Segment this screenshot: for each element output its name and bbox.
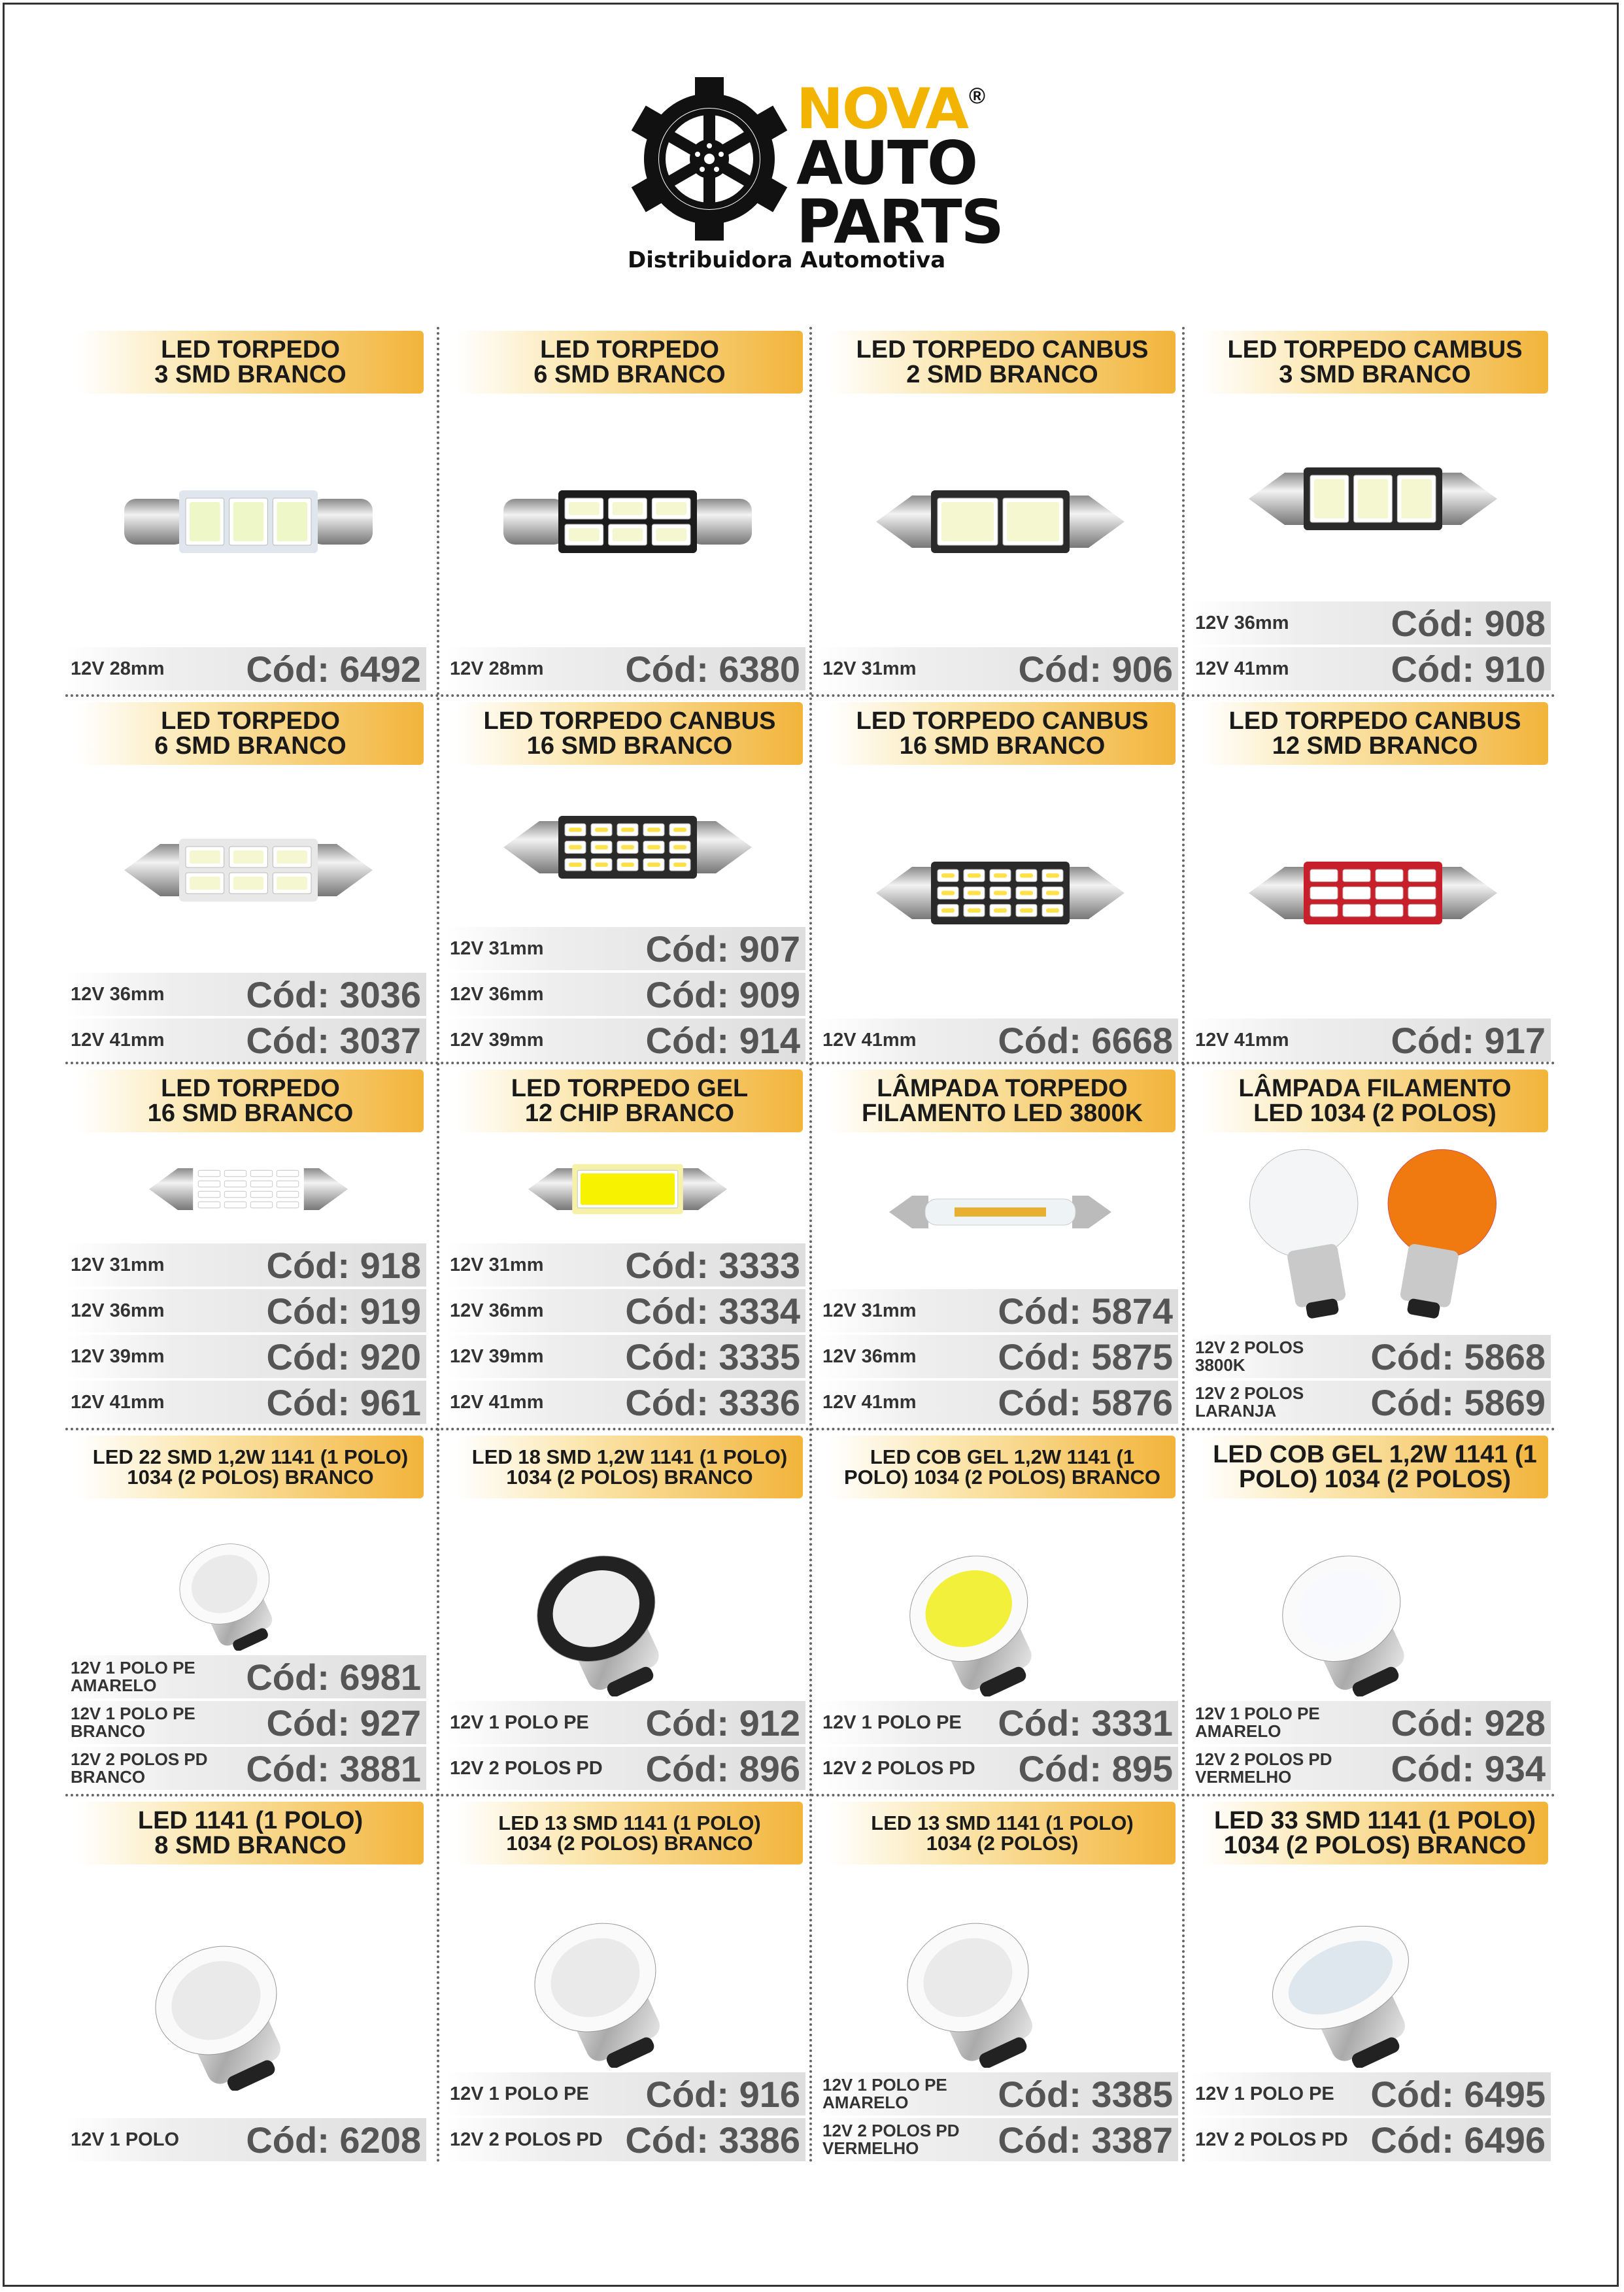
code-row bbox=[817, 1381, 1178, 1424]
brand-word-parts: PARTS bbox=[796, 187, 1003, 257]
product-spec: 12V 2 POLOS 3800K bbox=[1195, 1337, 1304, 1375]
code-row bbox=[445, 1335, 805, 1378]
product-code: Cód: 3335 bbox=[625, 1336, 800, 1377]
product-code: Cód: 6496 bbox=[1370, 2119, 1546, 2161]
ba15s-18smd-bulb-image bbox=[471, 1504, 785, 1698]
product-code: Cód: 3334 bbox=[625, 1290, 800, 1332]
product-spec: 12V 41mm bbox=[450, 1391, 544, 1413]
product-card bbox=[1190, 1432, 1563, 1793]
product-code: Cód: 3331 bbox=[998, 1702, 1173, 1744]
product-spec: 12V 2 POLOS PD bbox=[822, 1757, 975, 1779]
product-code: Cód: 6380 bbox=[625, 648, 800, 690]
code-row bbox=[65, 2118, 426, 2161]
product-code: Cód: 920 bbox=[266, 1336, 421, 1377]
code-row bbox=[1190, 2118, 1551, 2161]
product-code: Cód: 927 bbox=[266, 1702, 421, 1744]
product-spec: 12V 2 POLOS PD VERMELHO bbox=[822, 2120, 960, 2158]
filament-1034-bulbs-image bbox=[1216, 1138, 1530, 1332]
product-card bbox=[445, 327, 817, 693]
brand-logo bbox=[628, 76, 1003, 273]
code-row bbox=[1190, 1335, 1551, 1378]
product-code: Cód: 908 bbox=[1391, 602, 1546, 644]
product-code: Cód: 6495 bbox=[1370, 2073, 1546, 2115]
code-row bbox=[445, 1381, 805, 1424]
code-row bbox=[65, 1019, 426, 1062]
code-row bbox=[817, 1289, 1178, 1332]
ba15s-33smd-lens-bulb-image bbox=[1216, 1870, 1530, 2069]
product-code: Cód: 3036 bbox=[246, 973, 421, 1015]
product-title: LED TORPEDO 6 SMD BRANCO bbox=[456, 331, 803, 394]
code-row bbox=[1190, 1701, 1551, 1744]
code-row bbox=[65, 1747, 426, 1790]
product-card bbox=[817, 698, 1190, 1064]
product-code: Cód: 6668 bbox=[998, 1019, 1173, 1061]
product-card bbox=[1190, 327, 1563, 693]
product-spec: 12V 36mm bbox=[450, 1300, 544, 1321]
code-row bbox=[445, 1701, 805, 1744]
code-row bbox=[445, 1747, 805, 1790]
product-spec: 12V 1 POLO PE bbox=[450, 1711, 589, 1733]
product-title: LED TORPEDO 16 SMD BRANCO bbox=[77, 1070, 424, 1132]
product-title: LED 13 SMD 1141 (1 POLO) 1034 (2 POLOS) BRANCO bbox=[456, 1802, 803, 1864]
product-spec: 12V 41mm bbox=[1195, 1029, 1289, 1051]
product-card bbox=[445, 1066, 817, 1426]
festoon-gel-cob-bulb-image bbox=[471, 1138, 785, 1240]
code-row bbox=[1190, 1019, 1551, 1062]
product-code: Cód: 3333 bbox=[625, 1244, 800, 1286]
product-code: Cód: 918 bbox=[266, 1244, 421, 1286]
product-title: LÂMPADA TORPEDO FILAMENTO LED 3800K bbox=[829, 1070, 1176, 1132]
product-spec: 12V 2 POLOS PD bbox=[1195, 2129, 1348, 2150]
code-row bbox=[1190, 601, 1551, 645]
code-row bbox=[445, 927, 805, 970]
product-spec: 12V 1 POLO PE AMARELO bbox=[1195, 1703, 1320, 1741]
product-spec: 12V 41mm bbox=[1195, 658, 1289, 679]
code-row bbox=[65, 1381, 426, 1424]
festoon-16smd-bulb-image bbox=[92, 1138, 405, 1240]
code-row bbox=[65, 1701, 426, 1744]
product-card bbox=[1190, 1798, 1563, 2164]
code-row bbox=[445, 973, 805, 1016]
brand-word-auto: AUTO bbox=[796, 128, 977, 198]
product-spec: 12V 41mm bbox=[71, 1029, 165, 1051]
product-title: LED 33 SMD 1141 (1 POLO) 1034 (2 POLOS) BRANCO bbox=[1202, 1802, 1548, 1864]
product-title: LED TORPEDO 3 SMD BRANCO bbox=[77, 331, 424, 394]
product-code: Cód: 907 bbox=[645, 928, 800, 969]
ba15s-22smd-bulb-image bbox=[92, 1504, 405, 1652]
product-card bbox=[65, 1798, 438, 2164]
registered-mark: ® bbox=[969, 84, 986, 109]
product-spec: 12V 2 POLOS PD bbox=[450, 1757, 603, 1779]
product-code: Cód: 916 bbox=[645, 2073, 800, 2115]
product-spec: 12V 28mm bbox=[71, 658, 165, 679]
product-spec: 12V 2 POLOS PD VERMELHO bbox=[1195, 1749, 1332, 1787]
product-spec: 12V 31mm bbox=[450, 937, 544, 959]
product-code: Cód: 906 bbox=[1018, 648, 1173, 690]
product-title: LED TORPEDO CANBUS 16 SMD BRANCO bbox=[456, 702, 803, 765]
product-spec: 12V 39mm bbox=[71, 1345, 165, 1367]
festoon-canbus-2smd-bulb-image bbox=[843, 399, 1157, 644]
product-card bbox=[1190, 1066, 1563, 1426]
product-title: LED 13 SMD 1141 (1 POLO) 1034 (2 POLOS) bbox=[829, 1802, 1176, 1864]
gear-wheel-icon bbox=[628, 77, 791, 241]
code-row bbox=[445, 1243, 805, 1287]
product-code: Cód: 5869 bbox=[1370, 1381, 1546, 1423]
product-title: LED 18 SMD 1,2W 1141 (1 POLO) 1034 (2 POLOS) BRANCO bbox=[456, 1436, 803, 1498]
ba15s-cob-yellow-bulb-image bbox=[843, 1504, 1157, 1698]
product-title: LED 22 SMD 1,2W 1141 (1 POLO) 1034 (2 POLOS) BRANCO bbox=[77, 1436, 424, 1498]
code-row bbox=[817, 2072, 1178, 2115]
code-row bbox=[817, 1335, 1178, 1378]
product-code: Cód: 928 bbox=[1391, 1702, 1546, 1744]
product-spec: 12V 41mm bbox=[71, 1391, 165, 1413]
product-code: Cód: 5875 bbox=[998, 1336, 1173, 1377]
product-card bbox=[445, 1432, 817, 1793]
product-title: LED COB GEL 1,2W 1141 (1 POLO) 1034 (2 POLOS) BRANCO bbox=[829, 1436, 1176, 1498]
product-spec: 12V 31mm bbox=[71, 1254, 165, 1275]
product-code: Cód: 3386 bbox=[625, 2119, 800, 2161]
product-spec: 12V 41mm bbox=[822, 1029, 917, 1051]
product-code: Cód: 961 bbox=[266, 1381, 421, 1423]
code-row bbox=[1190, 2072, 1551, 2115]
festoon-canbus-16smd-bulb-image bbox=[843, 770, 1157, 1015]
code-row bbox=[817, 1019, 1178, 1062]
product-code: Cód: 934 bbox=[1391, 1747, 1546, 1789]
product-card bbox=[65, 1432, 438, 1793]
product-title: LED TORPEDO GEL 12 CHIP BRANCO bbox=[456, 1070, 803, 1132]
product-title: LED TORPEDO CAMBUS 3 SMD BRANCO bbox=[1202, 331, 1548, 394]
ba15s-8smd-bulb-image bbox=[92, 1870, 405, 2115]
product-spec: 12V 39mm bbox=[450, 1345, 544, 1367]
product-spec: 12V 36mm bbox=[822, 1345, 917, 1367]
code-row bbox=[65, 1289, 426, 1332]
code-row bbox=[817, 2118, 1178, 2161]
product-spec: 12V 1 POLO PE AMARELO bbox=[822, 2074, 947, 2112]
product-spec: 12V 36mm bbox=[450, 983, 544, 1005]
product-spec: 12V 31mm bbox=[822, 658, 917, 679]
code-row bbox=[817, 1747, 1178, 1790]
product-title: LED TORPEDO CANBUS 12 SMD BRANCO bbox=[1202, 702, 1548, 765]
product-card bbox=[817, 1432, 1190, 1793]
product-card bbox=[65, 327, 438, 693]
festoon-canbus-3smd-bulb-image bbox=[1216, 399, 1530, 598]
festoon-filament-bulb-image bbox=[843, 1138, 1157, 1286]
product-spec: 12V 41mm bbox=[822, 1391, 917, 1413]
product-code: Cód: 6208 bbox=[246, 2119, 421, 2161]
ba15s-13smd-bulb-image bbox=[471, 1870, 785, 2069]
product-spec: 12V 1 POLO PE bbox=[1195, 2083, 1334, 2104]
product-card bbox=[445, 698, 817, 1064]
product-spec: 12V 28mm bbox=[450, 658, 544, 679]
product-title: LED TORPEDO CANBUS 16 SMD BRANCO bbox=[829, 702, 1176, 765]
product-card bbox=[1190, 698, 1563, 1064]
code-row bbox=[65, 1243, 426, 1287]
code-row bbox=[65, 1335, 426, 1378]
product-code: Cód: 896 bbox=[645, 1747, 800, 1789]
code-row bbox=[445, 1289, 805, 1332]
product-card bbox=[445, 1798, 817, 2164]
code-row bbox=[1190, 647, 1551, 690]
brand-tagline: Distribuidora Automotiva bbox=[628, 247, 946, 273]
code-row bbox=[1190, 1381, 1551, 1424]
product-code: Cód: 5868 bbox=[1370, 1336, 1546, 1377]
product-code: Cód: 3881 bbox=[246, 1747, 421, 1789]
product-code: Cód: 3037 bbox=[246, 1019, 421, 1061]
ba15s-cob-white-bulb-image bbox=[1216, 1504, 1530, 1698]
product-title: LED TORPEDO 6 SMD BRANCO bbox=[77, 702, 424, 765]
product-spec: 12V 1 POLO PE AMARELO bbox=[71, 1657, 195, 1695]
product-spec: 12V 1 POLO PE bbox=[450, 2083, 589, 2104]
product-code: Cód: 3387 bbox=[998, 2119, 1173, 2161]
code-row bbox=[65, 1655, 426, 1698]
product-spec: 12V 1 POLO bbox=[71, 2129, 180, 2150]
festoon-6smd-bulb-image bbox=[471, 399, 785, 644]
code-row bbox=[445, 647, 805, 690]
product-title: LÂMPADA FILAMENTO LED 1034 (2 POLOS) bbox=[1202, 1070, 1548, 1132]
product-code: Cód: 3385 bbox=[998, 2073, 1173, 2115]
code-row bbox=[65, 647, 426, 690]
product-title: LED TORPEDO CANBUS 2 SMD BRANCO bbox=[829, 331, 1176, 394]
code-row bbox=[1190, 1747, 1551, 1790]
product-title: LED 1141 (1 POLO) 8 SMD BRANCO bbox=[77, 1802, 424, 1864]
festoon-3smd-bulb-image bbox=[92, 399, 405, 644]
ba15s-13smd-bulb-image bbox=[843, 1870, 1157, 2069]
festoon-6smd-cone-bulb-image bbox=[92, 770, 405, 969]
product-card bbox=[817, 327, 1190, 693]
product-spec: 12V 1 POLO PE bbox=[822, 1711, 962, 1733]
code-row bbox=[445, 1019, 805, 1062]
code-row bbox=[445, 2118, 805, 2161]
product-card bbox=[817, 1798, 1190, 2164]
product-code: Cód: 6981 bbox=[246, 1656, 421, 1698]
product-spec: 12V 2 POLOS PD BRANCO bbox=[71, 1749, 208, 1787]
product-spec: 12V 36mm bbox=[1195, 612, 1289, 633]
product-spec: 12V 31mm bbox=[450, 1254, 544, 1275]
product-spec: 12V 36mm bbox=[71, 983, 165, 1005]
product-spec: 12V 36mm bbox=[71, 1300, 165, 1321]
product-code: Cód: 914 bbox=[645, 1019, 800, 1061]
product-spec: 12V 31mm bbox=[822, 1300, 917, 1321]
product-code: Cód: 917 bbox=[1391, 1019, 1546, 1061]
code-row bbox=[65, 973, 426, 1016]
product-code: Cód: 3336 bbox=[625, 1381, 800, 1423]
product-card bbox=[817, 1066, 1190, 1426]
product-spec: 12V 2 POLOS LARANJA bbox=[1195, 1383, 1304, 1421]
festoon-canbus-12smd-red-bulb-image bbox=[1216, 770, 1530, 1015]
product-code: Cód: 5876 bbox=[998, 1381, 1173, 1423]
product-code: Cód: 910 bbox=[1391, 648, 1546, 690]
product-card bbox=[65, 698, 438, 1064]
product-spec: 12V 2 POLOS PD bbox=[450, 2129, 603, 2150]
code-row bbox=[817, 1701, 1178, 1744]
product-code: Cód: 895 bbox=[1018, 1747, 1173, 1789]
product-code: Cód: 909 bbox=[645, 973, 800, 1015]
product-title: LED COB GEL 1,2W 1141 (1 POLO) 1034 (2 POLOS) bbox=[1202, 1436, 1548, 1498]
product-code: Cód: 5874 bbox=[998, 1290, 1173, 1332]
product-spec: 12V 39mm bbox=[450, 1029, 544, 1051]
product-code: Cód: 6492 bbox=[246, 648, 421, 690]
product-card bbox=[65, 1066, 438, 1426]
product-code: Cód: 912 bbox=[645, 1702, 800, 1744]
product-spec: 12V 1 POLO PE BRANCO bbox=[71, 1703, 195, 1741]
code-row bbox=[445, 2072, 805, 2115]
brand-word-nova: NOVA bbox=[796, 76, 968, 142]
product-code: Cód: 919 bbox=[266, 1290, 421, 1332]
festoon-canbus-16smd-bulb-image bbox=[471, 770, 785, 924]
code-row bbox=[817, 647, 1178, 690]
